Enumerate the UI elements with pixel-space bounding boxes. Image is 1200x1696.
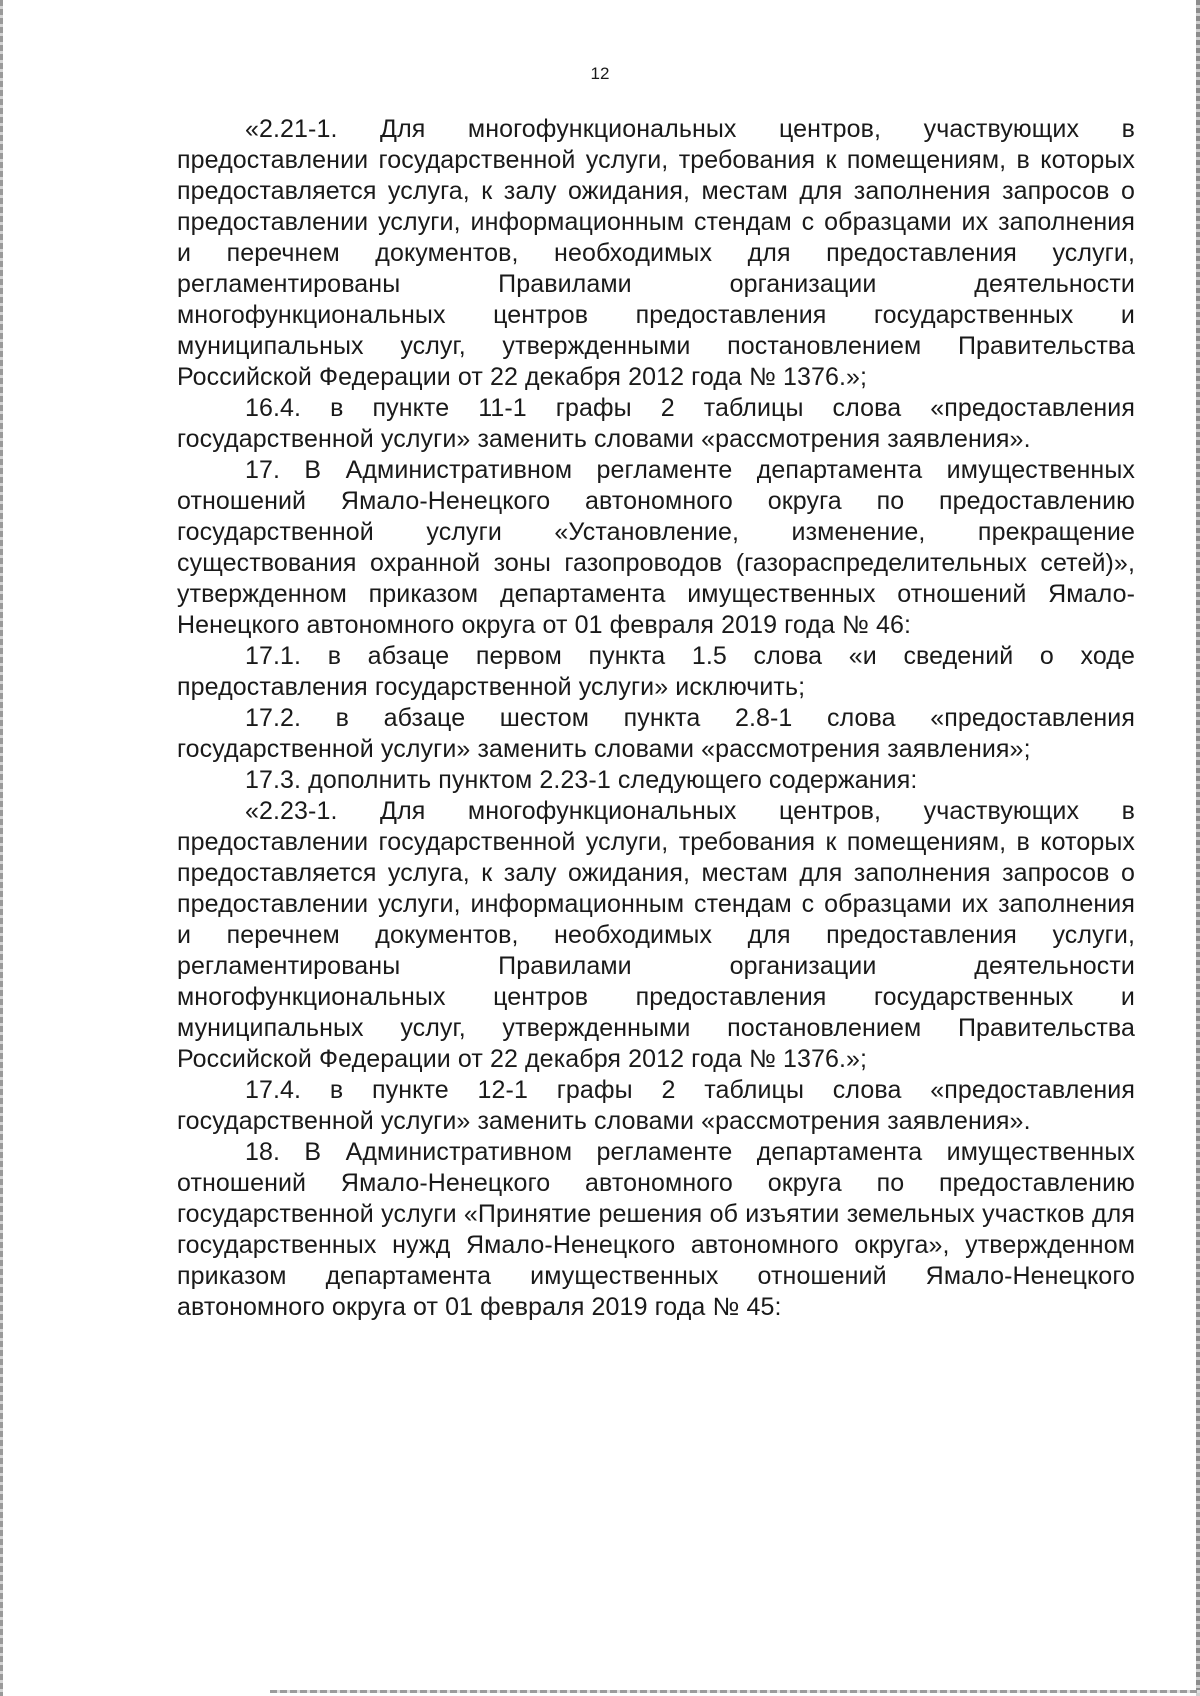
- page-number: 12: [590, 64, 610, 83]
- paragraph-16-4: 16.4. в пункте 11-1 графы 2 таблицы слова «предоставления государственной услуги» заменить словами «рассмотрения заявления».: [177, 394, 1135, 453]
- scan-edge-right: [1196, 0, 1200, 1696]
- paragraph-17-3: 17.3. дополнить пунктом 2.23-1 следующего содержания:: [245, 766, 918, 794]
- paragraph-2-21-1-quote: «2.21-1. Для многофункциональных центров, участвующих в предоставлении государственной услуги, требования к помещениям, в которых предоставляется услуга, к залу ожидания, местам для заполнения запросов о предоставлении услуги, информационным стендам с образцами их заполнения и перечнем документов, необходимых для предоставления услуги, регламентированы Правилами организации деятельности многофункциональных центров предоставления государственных и муниципальных услуг, утвержденными постановлением Правительства Российской Федерации от 22 декабря 2012 года № 1376.»;: [177, 115, 1135, 391]
- paragraph-18: 18. В Административном регламенте департамента имущественных отношений Ямало-Ненецкого автономного округа по предоставлению государственной услуги «Принятие решения об изъятии земельных участков для государственных нужд Ямало-Ненецкого автономного округа», утвержденном приказом департамента имущественных отношений Ямало-Ненецкого автономного округа от 01 февраля 2019 года № 45:: [177, 1138, 1135, 1321]
- document-body: [177, 114, 1135, 1323]
- paragraph-17-1: 17.1. в абзаце первом пункта 1.5 слова «и сведений о ходе предоставления государственной услуги» исключить;: [177, 642, 1135, 701]
- paragraph-2-23-1-quote: «2.23-1. Для многофункциональных центров, участвующих в предоставлении государственной услуги, требования к помещениям, в которых предоставляется услуга, к залу ожидания, местам для заполнения запросов о предоставлении услуги, информационным стендам с образцами их заполнения и перечнем документов, необходимых для предоставления услуги, регламентированы Правилами организации деятельности многофункциональных центров предоставления государственных и муниципальных услуг, утвержденными постановлением Правительства Российской Федерации от 22 декабря 2012 года № 1376.»;: [177, 797, 1135, 1073]
- paragraph-17: 17. В Административном регламенте департамента имущественных отношений Ямало-Ненецкого автономного округа по предоставлению государственной услуги «Установление, изменение, прекращение существования охранной зоны газопроводов (газораспределительных сетей)», утвержденном приказом департамента имущественных отношений Ямало-Ненецкого автономного округа от 01 февраля 2019 года № 46:: [177, 456, 1135, 639]
- scan-edge-left: [0, 0, 3, 1696]
- paragraph-17-4: 17.4. в пункте 12-1 графы 2 таблицы слова «предоставления государственной услуги» заменить словами «рассмотрения заявления».: [177, 1076, 1135, 1135]
- paragraph-17-2: 17.2. в абзаце шестом пункта 2.8-1 слова «предоставления государственной услуги» заменить словами «рассмотрения заявления»;: [177, 704, 1135, 763]
- scan-edge-bottom: [270, 1690, 1200, 1693]
